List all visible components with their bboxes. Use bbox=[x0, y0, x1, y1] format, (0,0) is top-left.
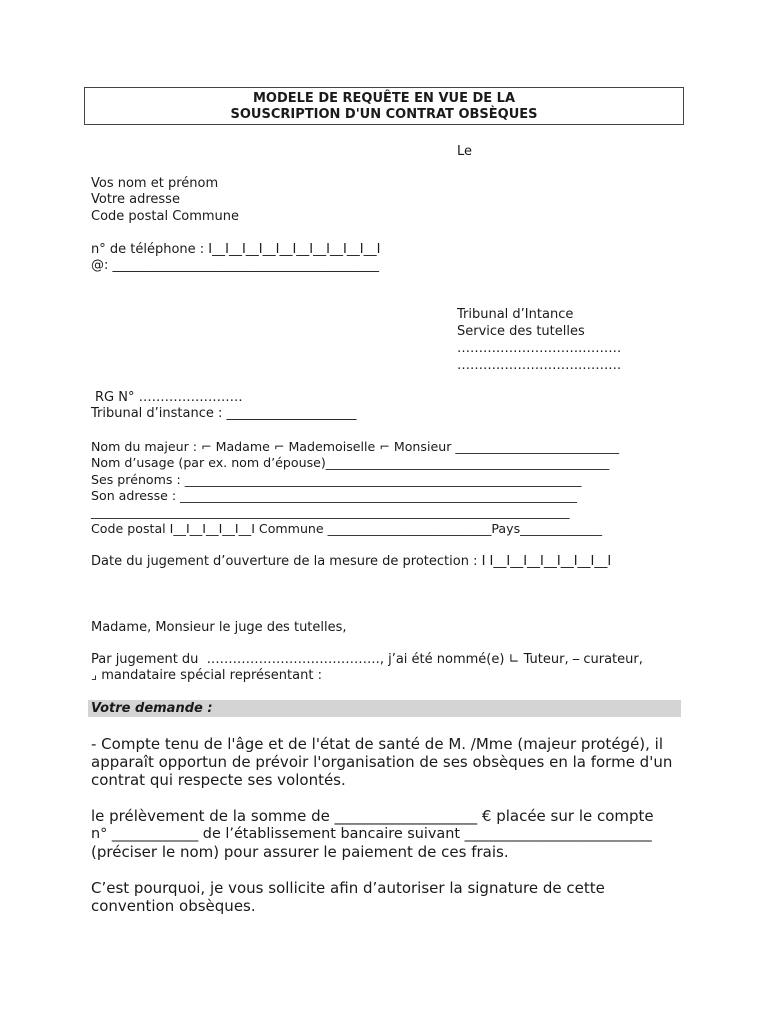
majeur-address-line-2: ____________________________________________________________________________ bbox=[91, 504, 570, 519]
majeur-firstnames: Ses prénoms : _______________________________________________________________ bbox=[91, 472, 582, 487]
case-tribunal: Tribunal d’instance : ____________________ bbox=[91, 406, 357, 421]
demand-section-title: Votre demande : bbox=[91, 701, 213, 716]
majeur-postal-code: Code postal I__I__I__I__I__I Commune __________________________Pays_____________ bbox=[91, 521, 603, 536]
judgment-date: Date du jugement d’ouverture de la mesure de protection : I I__I__I__I__I__I__I__I bbox=[91, 554, 612, 569]
appointment-line-1: Par jugement du …………………………………., j’ai été nommé(e) ∟ Tuteur, ⎯ curateur, bbox=[91, 652, 643, 667]
recipient-service: Service des tutelles bbox=[457, 324, 585, 339]
appointment-line-2: ⌟ mandataire spécial représentant : bbox=[91, 668, 322, 683]
document-title-line-2: SOUSCRIPTION D'UN CONTRAT OBSÈQUES bbox=[230, 107, 538, 122]
sender-name: Vos nom et prénom bbox=[91, 176, 219, 191]
paragraph-1-line-2: apparaît opportun de prévoir l'organisation de ses obsèques en la forme d'un bbox=[91, 753, 673, 771]
paragraph-2-line-3: (préciser le nom) pour assurer le paiement de ces frais. bbox=[91, 843, 509, 861]
date-label: Le bbox=[457, 144, 473, 159]
majeur-name: Nom du majeur : ⌐ Madame ⌐ Mademoiselle ⌐ Monsieur __________________________ bbox=[91, 439, 620, 454]
sender-city: Code postal Commune bbox=[91, 209, 240, 224]
demand-section-header bbox=[88, 700, 681, 717]
document-title-line-1: MODELE DE REQUÊTE EN VUE DE LA bbox=[252, 91, 516, 106]
paragraph-1-line-1: - Compte tenu de l'âge et de l'état de santé de M. /Mme (majeur protégé), il bbox=[91, 735, 664, 753]
sender-phone: n° de téléphone : I__I__I__I__I__I__I__I__I__I__I bbox=[91, 242, 381, 257]
recipient-dots-2: ……….……………….……… bbox=[457, 358, 622, 373]
paragraph-2-line-1: le prélèvement de la somme de ___________________ € placée sur le compte bbox=[91, 807, 654, 825]
majeur-usage-name: Nom d’usage (par ex. nom d’épouse)_____________________________________________ bbox=[91, 455, 610, 470]
salutation: Madame, Monsieur le juge des tutelles, bbox=[91, 620, 347, 635]
paragraph-3-line-2: convention obsèques. bbox=[91, 897, 256, 915]
majeur-address: Son adresse : _______________________________________________________________ bbox=[91, 488, 577, 503]
paragraph-2-line-2: n° ____________ de l’établissement bancaire suivant __________________________ bbox=[91, 826, 652, 842]
paragraph-1-line-3: contrat qui respecte ses volontés. bbox=[91, 771, 346, 789]
paragraph-3-line-1: C’est pourquoi, je vous sollicite afin d’autoriser la signature de cette bbox=[91, 879, 605, 897]
sender-address: Votre adresse bbox=[91, 192, 180, 207]
document-title-box bbox=[84, 87, 684, 125]
recipient-tribunal: Tribunal d’Intance bbox=[457, 307, 574, 322]
sender-email: @: _________________________________________ bbox=[91, 258, 380, 273]
case-rg-number: RG N° …………………… bbox=[95, 390, 243, 405]
recipient-dots-1: ……….……………….……… bbox=[457, 341, 622, 356]
